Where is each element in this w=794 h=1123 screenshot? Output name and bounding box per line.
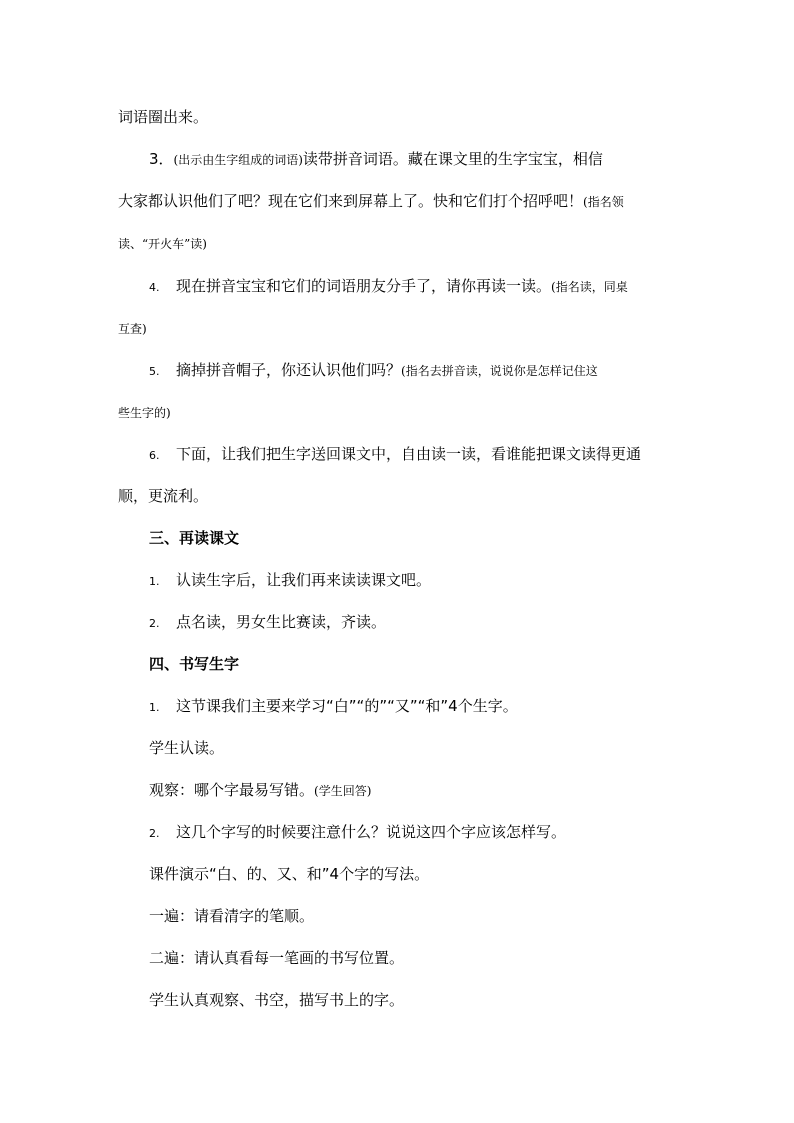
body-text: 读带拼音词语。藏在课文里的生字宝宝，相信	[302, 150, 603, 168]
body-text: 学生认真观察、书空，描写书上的字。	[149, 991, 405, 1009]
body-text: 学生认读。	[149, 739, 225, 757]
section-heading	[149, 653, 794, 675]
teaching-note: 互查)	[118, 322, 147, 336]
paragraph-line	[149, 905, 794, 927]
list-number: 5.	[149, 365, 160, 378]
body-text: 现在拼音宝宝和它们的词语朋友分手了，请你再读一读。	[176, 277, 552, 295]
body-text: 顺，更流利。	[118, 487, 209, 505]
paragraph-line	[149, 569, 794, 593]
list-number: 2.	[149, 827, 160, 840]
body-text: 词语圈出来。	[118, 108, 209, 126]
paragraph-line	[149, 779, 794, 802]
list-number: 4.	[149, 281, 160, 294]
section-heading-text: 三、再读课文	[149, 529, 240, 547]
paragraph-line	[149, 148, 794, 171]
paragraph-line	[149, 989, 794, 1011]
teaching-note: (指名领	[583, 195, 624, 209]
paragraph-line	[149, 359, 794, 383]
paragraph-line	[118, 401, 794, 424]
body-text: 一遍：请看清字的笔顺。	[149, 907, 315, 925]
body-text: 摘掉拼音帽子，你还认识他们吗？	[176, 361, 402, 379]
paragraph-line	[149, 695, 794, 719]
paragraph-line	[149, 275, 794, 299]
paragraph-line	[149, 443, 794, 467]
paragraph-line	[149, 947, 794, 969]
body-text: 点名读，男女生比赛读，齐读。	[176, 613, 387, 631]
section-heading	[149, 527, 794, 549]
body-text: 这几个字写的时候要注意什么？说说这四个字应该怎样写。	[176, 823, 567, 841]
list-number: 2.	[149, 617, 160, 630]
body-text: 课件演示“白、的、又、和”4个字的写法。	[149, 865, 430, 883]
paragraph-line	[149, 611, 794, 635]
body-text: 这节课我们主要来学习“白”“的”“又”“和”4个生字。	[176, 697, 518, 715]
body-text: 大家都认识他们了吧？现在它们来到屏幕上了。快和它们打个招呼吧！	[118, 192, 584, 210]
list-number: 1.	[149, 701, 160, 714]
paragraph-line	[149, 737, 794, 759]
teaching-note: (指名读，同桌	[551, 280, 628, 294]
body-text: 认读生字后，让我们再来读读课文吧。	[176, 571, 432, 589]
paragraph-line	[149, 821, 794, 845]
teaching-note: 些生字的)	[118, 406, 171, 420]
section-heading-text: 四、书写生字	[149, 655, 240, 673]
body-text: 二遍：请认真看每一笔画的书写位置。	[149, 949, 405, 967]
list-number: 6.	[149, 449, 160, 462]
teaching-note: (指名去拼音读，说说你是怎样记住这	[401, 364, 598, 378]
paragraph-line	[118, 106, 794, 128]
list-number: 1.	[149, 575, 160, 588]
body-text: 下面，让我们把生字送回课文中，自由读一读，看谁能把课文读得更通	[176, 445, 642, 463]
teaching-note: 读、“开火车”读)	[118, 237, 207, 251]
paragraph-line	[149, 863, 794, 885]
paragraph-line	[118, 485, 794, 507]
paragraph-line	[118, 317, 794, 340]
paragraph-line	[118, 232, 794, 255]
teaching-note: (出示由生字组成的词语)	[173, 153, 303, 167]
paragraph-line	[118, 190, 794, 213]
list-number: 3．	[149, 150, 174, 168]
teaching-note: (学生回答)	[314, 784, 372, 798]
body-text: 观察：哪个字最易写错。	[149, 781, 315, 799]
